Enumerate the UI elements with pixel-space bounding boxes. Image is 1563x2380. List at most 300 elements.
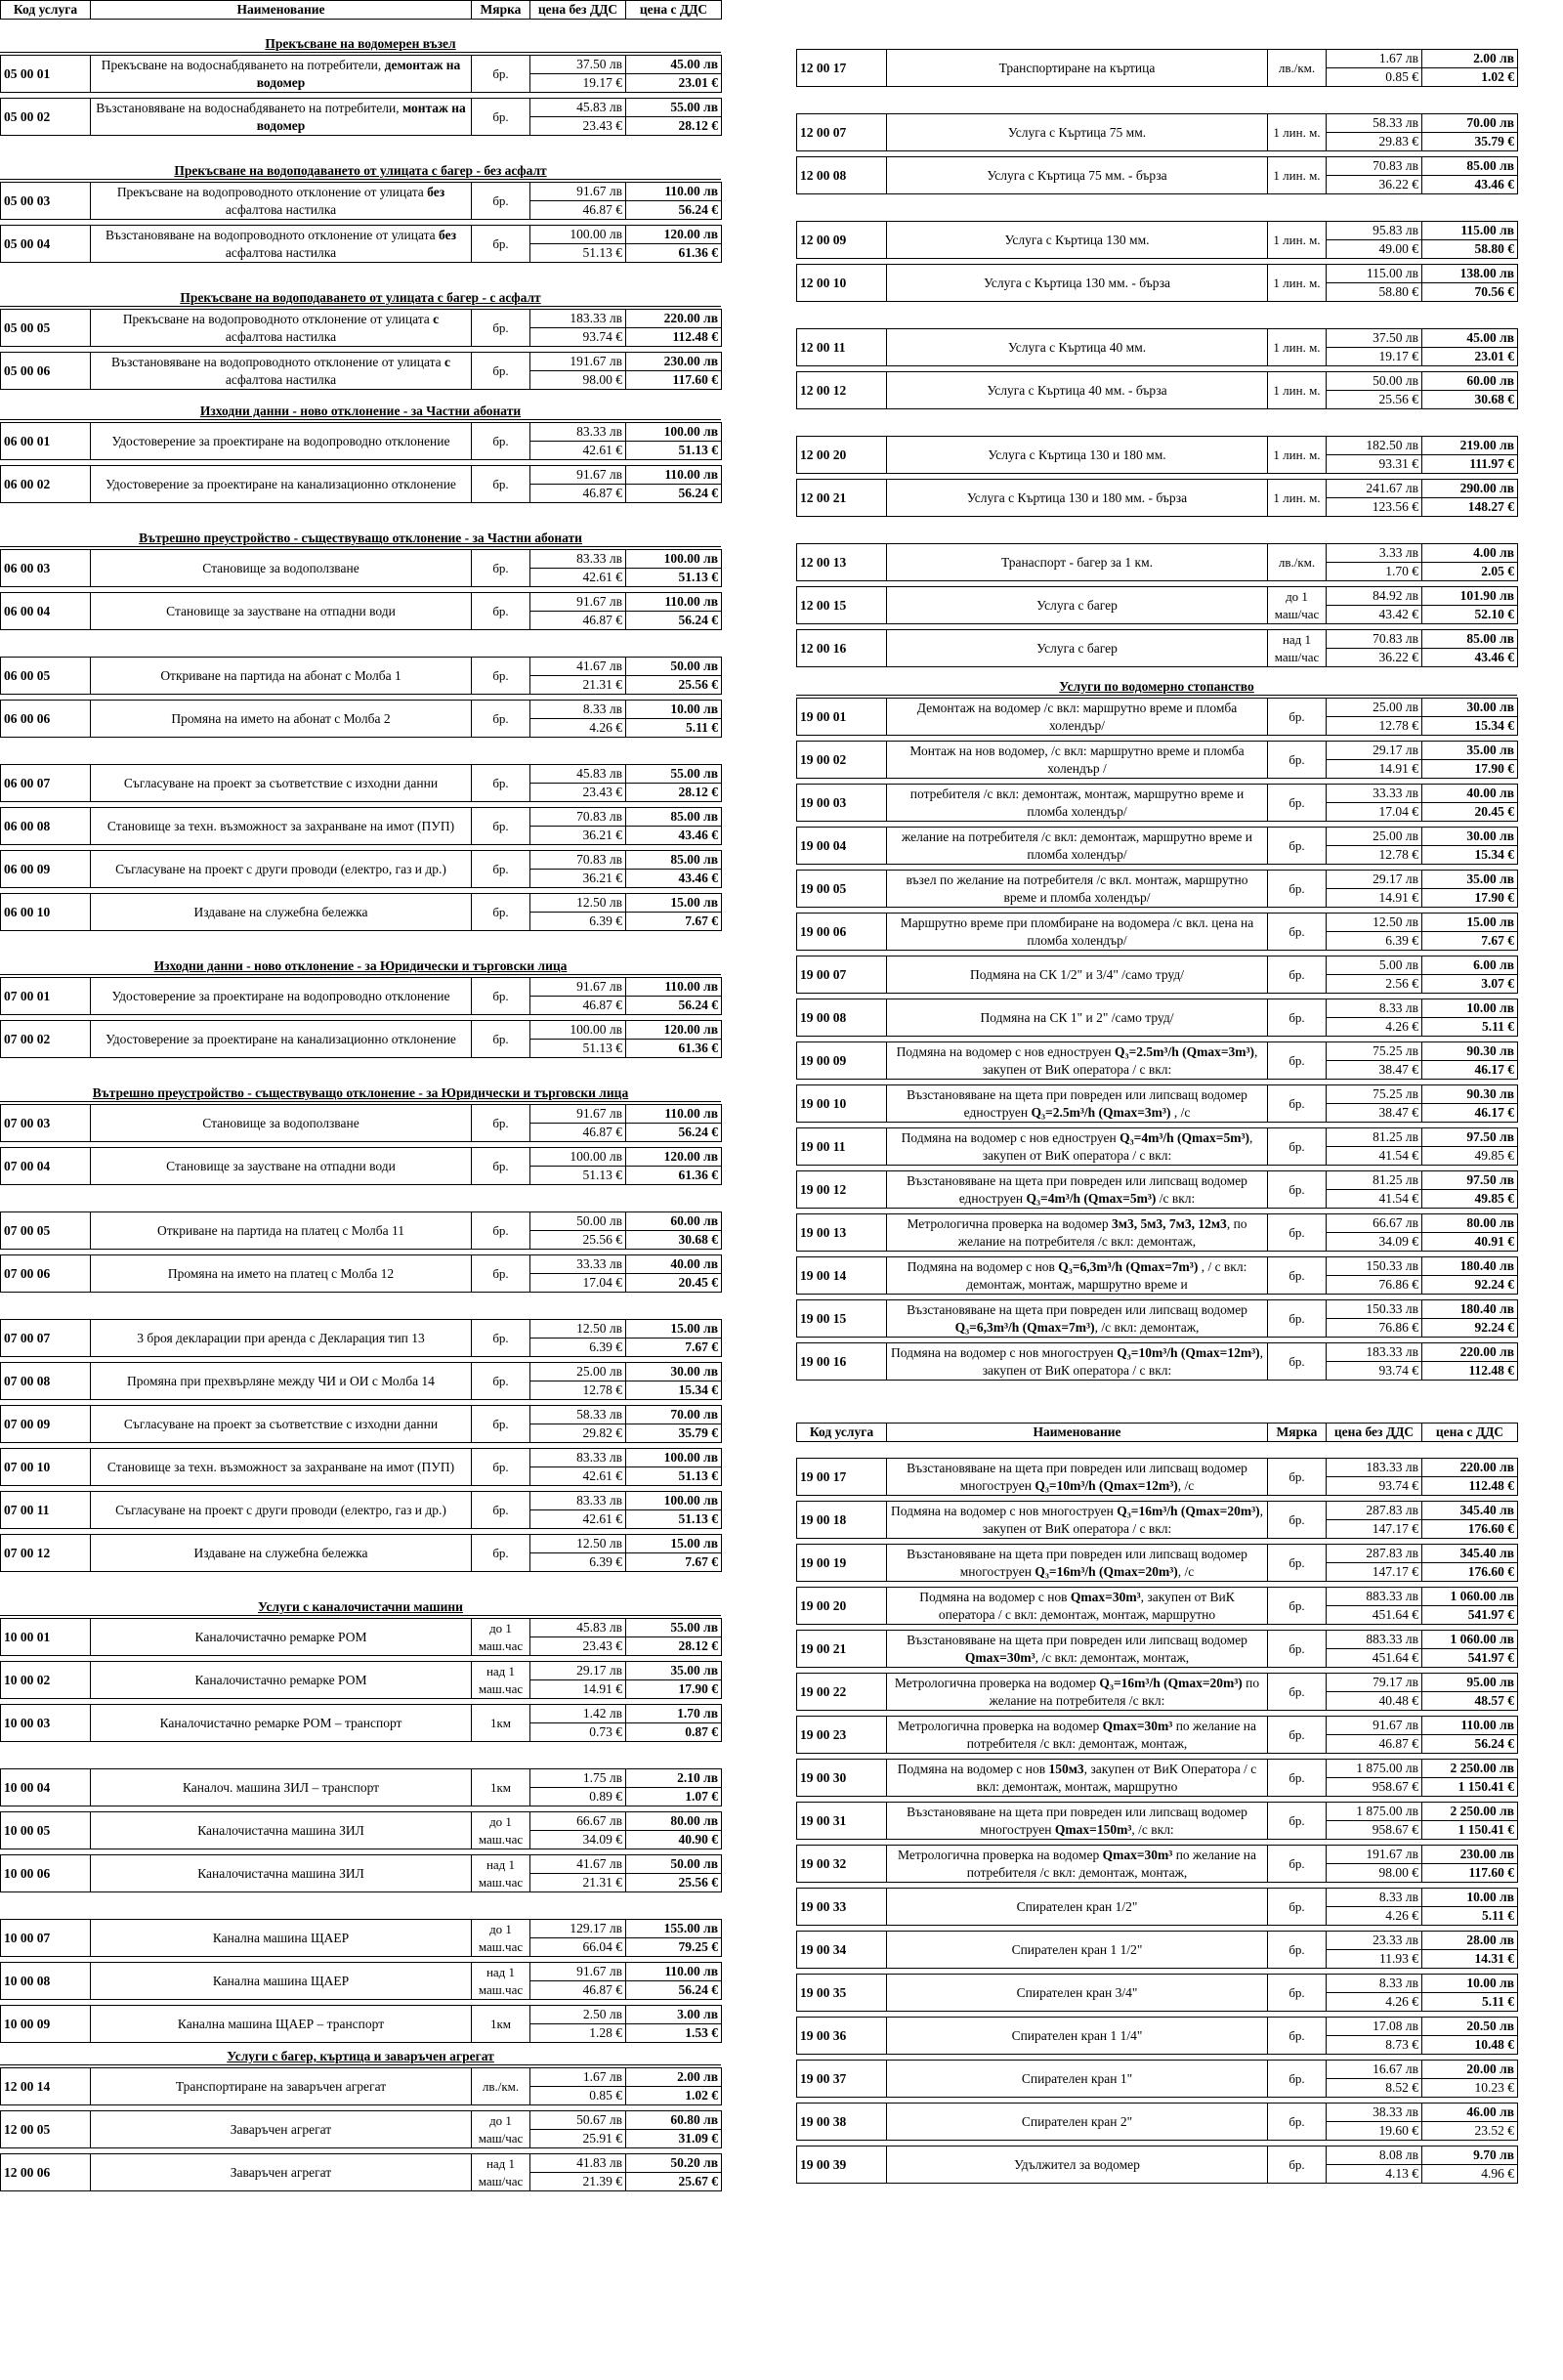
price-net-eur: 46.87 € — [530, 612, 626, 630]
service-unit: бр. — [1268, 1257, 1327, 1295]
service-code: 07 00 01 — [1, 978, 91, 1015]
service-code: 12 00 16 — [797, 630, 887, 667]
price-vat-bgn: 110.00 лв — [626, 978, 722, 997]
service-unit: 1 лин. м. — [1268, 372, 1327, 409]
price-net-bgn: 45.83 лв — [530, 765, 626, 784]
price-net-bgn: 115.00 лв — [1327, 265, 1422, 283]
price-net-bgn: 182.50 лв — [1327, 437, 1422, 455]
service-code: 19 00 18 — [797, 1502, 887, 1539]
price-net-bgn: 883.33 лв — [1327, 1588, 1422, 1606]
service-name: Канална машина ЩАЕР – транспорт — [91, 2006, 472, 2043]
service-name: Удостоверение за проектиране на канализационно отклонение — [91, 466, 472, 503]
service-code: 07 00 12 — [1, 1535, 91, 1572]
price-vat-eur: 20.45 € — [626, 1274, 722, 1293]
price-net-bgn: 33.33 лв — [530, 1255, 626, 1274]
service-code: 19 00 03 — [797, 785, 887, 822]
price-net-bgn: 25.00 лв — [1327, 699, 1422, 717]
service-unit: бр. — [472, 851, 530, 888]
price-vat-eur: 56.24 € — [626, 997, 722, 1015]
price-net-eur: 42.61 € — [530, 442, 626, 460]
service-code: 12 00 14 — [1, 2068, 91, 2105]
service-code: 06 00 04 — [1, 593, 91, 630]
price-vat-eur: 43.46 € — [1422, 649, 1518, 667]
price-net-eur: 76.86 € — [1327, 1276, 1422, 1295]
service-code: 19 00 21 — [797, 1631, 887, 1668]
service-code: 06 00 09 — [1, 851, 91, 888]
price-net-bgn: 8.33 лв — [1327, 1975, 1422, 1993]
service-name: Услуга с Къртица 75 мм. — [887, 114, 1268, 151]
service-code: 05 00 01 — [1, 56, 91, 93]
price-net-bgn: 75.25 лв — [1327, 1042, 1422, 1061]
section-title: Услуги с багер, къртица и заваръчен агрегат — [0, 2048, 721, 2065]
service-unit: бр. — [1268, 1932, 1327, 1969]
price-net-eur: 2.56 € — [1327, 975, 1422, 994]
price-row — [796, 49, 1518, 87]
price-net-eur: 46.87 € — [530, 997, 626, 1015]
price-row — [796, 586, 1518, 624]
price-vat-bgn: 2 250.00 лв — [1422, 1760, 1518, 1778]
service-code: 06 00 06 — [1, 701, 91, 738]
service-unit: бр. — [1268, 1128, 1327, 1166]
service-unit: бр. — [1268, 1343, 1327, 1381]
price-net-bgn: 70.83 лв — [1327, 630, 1422, 649]
price-net-eur: 38.47 € — [1327, 1061, 1422, 1080]
service-code: 19 00 38 — [797, 2104, 887, 2141]
service-name: Становище за техн. възможност за захранване на имот (ПУП) — [91, 1449, 472, 1486]
service-code: 19 00 08 — [797, 999, 887, 1037]
price-row — [796, 1342, 1518, 1381]
price-net-eur: 49.00 € — [1327, 240, 1422, 259]
price-net-eur: 6.39 € — [530, 1553, 626, 1572]
service-code: 19 00 06 — [797, 914, 887, 951]
service-code: 19 00 37 — [797, 2061, 887, 2098]
service-unit: 1км — [472, 1769, 530, 1806]
price-vat-eur: 5.11 € — [626, 719, 722, 738]
service-unit: бр. — [1268, 742, 1327, 779]
price-vat-eur: 1 150.41 € — [1422, 1778, 1518, 1797]
price-row — [0, 1211, 722, 1250]
price-vat-eur: 51.13 € — [626, 1510, 722, 1529]
service-unit: бр. — [472, 1492, 530, 1529]
price-vat-eur: 43.46 € — [1422, 176, 1518, 194]
price-row — [0, 352, 722, 390]
price-net-bgn: 183.33 лв — [1327, 1459, 1422, 1477]
price-net-eur: 46.87 € — [1327, 1735, 1422, 1754]
service-unit: бр. — [472, 808, 530, 845]
service-name: Услуга с Къртица 40 мм. - бърза — [887, 372, 1268, 409]
service-code: 19 00 23 — [797, 1717, 887, 1754]
service-code: 05 00 02 — [1, 99, 91, 136]
service-unit: 1км — [472, 1705, 530, 1742]
price-row — [796, 1084, 1518, 1123]
table-header — [796, 1423, 1518, 1442]
service-name: Услуга с Къртица 40 мм. — [887, 329, 1268, 366]
price-row — [0, 422, 722, 460]
price-row — [0, 182, 722, 220]
price-row — [0, 1919, 722, 1957]
service-unit: бр. — [472, 894, 530, 931]
service-code: 07 00 10 — [1, 1449, 91, 1486]
price-net-bgn: 50.00 лв — [1327, 372, 1422, 391]
service-code: 07 00 05 — [1, 1212, 91, 1250]
price-vat-eur: 56.24 € — [626, 612, 722, 630]
service-unit: бр. — [1268, 1459, 1327, 1496]
service-unit: 1 лин. м. — [1268, 157, 1327, 194]
price-vat-bgn: 70.00 лв — [1422, 114, 1518, 133]
service-unit: бр. — [1268, 1588, 1327, 1625]
service-name: Спирателен кран 1 1/4" — [887, 2018, 1268, 2055]
price-net-bgn: 29.17 лв — [1327, 742, 1422, 760]
service-unit: бр. — [1268, 2146, 1327, 2184]
price-vat-bgn: 120.00 лв — [626, 1148, 722, 1167]
price-row — [0, 1491, 722, 1529]
price-net-eur: 38.47 € — [1327, 1104, 1422, 1123]
price-vat-bgn: 45.00 лв — [626, 56, 722, 74]
service-name: Възстановяване на щета при повреден или липсващ водомер едноструен Q₃=2.5m³/h (Qmax=3m³) , /с — [887, 1085, 1268, 1123]
service-name: Възстановяване на щета при повреден или липсващ водомер Q₃=6,3m³/h (Qmax=7m³), /с вкл: демонтаж, — [887, 1300, 1268, 1338]
price-net-eur: 4.26 € — [530, 719, 626, 738]
price-net-bgn: 70.83 лв — [530, 851, 626, 870]
price-vat-bgn: 230.00 лв — [626, 353, 722, 371]
price-vat-bgn: 2.00 лв — [626, 2068, 722, 2087]
service-unit: над 1 маш.час — [472, 1855, 530, 1892]
price-vat-bgn: 1 060.00 лв — [1422, 1588, 1518, 1606]
service-code: 19 00 34 — [797, 1932, 887, 1969]
price-net-eur: 43.42 € — [1327, 606, 1422, 624]
service-name: Канална машина ЩАЕР — [91, 1963, 472, 2000]
price-vat-bgn: 85.00 лв — [626, 808, 722, 827]
price-net-bgn: 16.67 лв — [1327, 2061, 1422, 2079]
price-row — [0, 2153, 722, 2191]
service-code: 19 00 07 — [797, 956, 887, 994]
service-unit: бр. — [472, 658, 530, 695]
price-net-bgn: 1.67 лв — [530, 2068, 626, 2087]
service-code: 12 00 12 — [797, 372, 887, 409]
price-vat-eur: 48.57 € — [1422, 1692, 1518, 1711]
service-unit: бр. — [472, 99, 530, 136]
service-name: Канална машина ЩАЕР — [91, 1920, 472, 1957]
price-row — [0, 1448, 722, 1486]
price-net-bgn: 37.50 лв — [530, 56, 626, 74]
price-net-bgn: 91.67 лв — [530, 593, 626, 612]
price-row — [0, 1962, 722, 2000]
price-vat-eur: 23.01 € — [1422, 348, 1518, 366]
price-vat-eur: 1.07 € — [626, 1788, 722, 1806]
service-code: 19 00 11 — [797, 1128, 887, 1166]
header-net: цена без ДДС — [530, 1, 626, 20]
price-net-bgn: 8.08 лв — [1327, 2146, 1422, 2165]
price-vat-bgn: 345.40 лв — [1422, 1545, 1518, 1563]
price-vat-eur: 10.48 € — [1422, 2036, 1518, 2055]
price-row — [0, 225, 722, 263]
header-name: Наименование — [887, 1424, 1268, 1442]
service-unit: бр. — [1268, 871, 1327, 908]
price-vat-eur: 111.97 € — [1422, 455, 1518, 474]
price-vat-eur: 15.34 € — [1422, 717, 1518, 736]
price-vat-eur: 7.67 € — [626, 913, 722, 931]
price-net-eur: 29.82 € — [530, 1424, 626, 1443]
service-unit: бр. — [472, 183, 530, 220]
price-net-eur: 958.67 € — [1327, 1778, 1422, 1797]
price-vat-bgn: 180.40 лв — [1422, 1300, 1518, 1319]
price-vat-bgn: 60.00 лв — [626, 1212, 722, 1231]
service-name: Спирателен кран 1/2" — [887, 1889, 1268, 1926]
price-row — [0, 700, 722, 738]
price-net-eur: 6.39 € — [530, 913, 626, 931]
service-unit: бр. — [1268, 1300, 1327, 1338]
service-code: 10 00 05 — [1, 1812, 91, 1849]
service-unit: бр. — [1268, 785, 1327, 822]
price-row — [796, 1630, 1518, 1668]
price-row — [0, 1254, 722, 1293]
price-vat-eur: 28.12 € — [626, 117, 722, 136]
service-name: Каналочистачно ремарке РОМ — [91, 1619, 472, 1656]
price-vat-bgn: 220.00 лв — [1422, 1459, 1518, 1477]
price-vat-bgn: 10.00 лв — [1422, 1889, 1518, 1907]
price-row — [796, 956, 1518, 994]
price-vat-eur: 35.79 € — [626, 1424, 722, 1443]
service-name: Услуга с Къртица 130 мм. — [887, 222, 1268, 259]
price-net-bgn: 150.33 лв — [1327, 1300, 1422, 1319]
price-vat-eur: 1.53 € — [626, 2024, 722, 2043]
price-net-bgn: 129.17 лв — [530, 1920, 626, 1938]
price-vat-bgn: 45.00 лв — [1422, 329, 1518, 348]
price-net-eur: 40.48 € — [1327, 1692, 1422, 1711]
service-unit: бр. — [1268, 699, 1327, 736]
price-net-eur: 958.67 € — [1327, 1821, 1422, 1840]
service-code: 06 00 01 — [1, 423, 91, 460]
price-vat-eur: 15.34 € — [1422, 846, 1518, 865]
service-name: Подмяна на водомер с нов Q₃=6,3m³/h (Qmax=7m³) , / с вкл: демонтаж, монтаж, маршрутно време и — [887, 1257, 1268, 1295]
service-name: Метрологична проверка на водомер 3м3, 5м3, 7м3, 12м3, по желание на потребителя /с вкл: демонтаж, — [887, 1214, 1268, 1252]
service-unit: бр. — [472, 1255, 530, 1293]
price-row — [796, 113, 1518, 151]
price-vat-eur: 28.12 € — [626, 1637, 722, 1656]
price-net-bgn: 1 875.00 лв — [1327, 1760, 1422, 1778]
price-net-bgn: 100.00 лв — [530, 1148, 626, 1167]
price-row — [796, 1888, 1518, 1926]
price-row — [796, 328, 1518, 366]
price-row — [796, 1041, 1518, 1080]
service-code: 19 00 39 — [797, 2146, 887, 2184]
price-vat-bgn: 230.00 лв — [1422, 1846, 1518, 1864]
service-unit: до 1 маш/час — [472, 2111, 530, 2148]
service-name: Спирателен кран 2" — [887, 2104, 1268, 2141]
price-vat-bgn: 110.00 лв — [626, 1963, 722, 1981]
service-name: Становище за водоползване — [91, 1105, 472, 1142]
service-unit: бр. — [1268, 914, 1327, 951]
price-net-eur: 6.39 € — [530, 1339, 626, 1357]
price-net-bgn: 33.33 лв — [1327, 785, 1422, 803]
service-name: Подмяна на водомер с нов едноструен Q₃=4m³/h (Qmax=5m³), закупен от ВиК оператора / с вкл: — [887, 1128, 1268, 1166]
service-name: Подмяна на водомер с нов 150м3, закупен от ВиК Оператора / с вкл: демонтаж, монтаж, маршрутно — [887, 1760, 1268, 1797]
price-vat-eur: 112.48 € — [1422, 1362, 1518, 1381]
service-unit: бр. — [1268, 1846, 1327, 1883]
price-net-eur: 21.31 € — [530, 676, 626, 695]
service-unit: бр. — [472, 310, 530, 347]
service-name: Откриване на партида на платец с Молба 11 — [91, 1212, 472, 1250]
price-net-eur: 46.87 € — [530, 1124, 626, 1142]
service-unit: лв./км. — [1268, 50, 1327, 87]
price-net-bgn: 45.83 лв — [530, 99, 626, 117]
price-vat-bgn: 80.00 лв — [626, 1812, 722, 1831]
service-unit: бр. — [1268, 1889, 1327, 1926]
service-code: 07 00 07 — [1, 1320, 91, 1357]
price-vat-eur: 5.11 € — [1422, 1018, 1518, 1037]
price-vat-bgn: 55.00 лв — [626, 1619, 722, 1637]
price-net-bgn: 12.50 лв — [530, 1535, 626, 1553]
price-net-eur: 41.54 € — [1327, 1147, 1422, 1166]
price-net-bgn: 84.92 лв — [1327, 587, 1422, 606]
price-vat-eur: 112.48 € — [1422, 1477, 1518, 1496]
service-code: 12 00 17 — [797, 50, 887, 87]
service-code: 12 00 06 — [1, 2154, 91, 2191]
service-name: Прекъсване на водопроводното отклонение от улицата без асфалтова настилка — [91, 183, 472, 220]
header-vat: цена с ДДС — [626, 1, 722, 20]
price-vat-bgn: 219.00 лв — [1422, 437, 1518, 455]
service-code: 19 00 17 — [797, 1459, 887, 1496]
price-net-bgn: 1.75 лв — [530, 1769, 626, 1788]
service-code: 07 00 04 — [1, 1148, 91, 1185]
price-net-eur: 23.43 € — [530, 1637, 626, 1656]
service-name: Метрологична проверка на водомер Qmax=30m³ по желание на потребителя /с вкл: демонтаж, монтаж, — [887, 1846, 1268, 1883]
header-net: цена без ДДС — [1327, 1424, 1422, 1442]
price-row — [796, 2103, 1518, 2141]
price-net-bgn: 29.17 лв — [530, 1662, 626, 1680]
service-name: Съгласуване на проект с други проводи (електро, газ и др.) — [91, 851, 472, 888]
price-net-bgn: 8.33 лв — [1327, 1889, 1422, 1907]
service-code: 06 00 10 — [1, 894, 91, 931]
service-code: 19 00 35 — [797, 1975, 887, 2012]
price-net-eur: 0.89 € — [530, 1788, 626, 1806]
price-vat-eur: 56.24 € — [626, 201, 722, 220]
service-name: Спирателен кран 1" — [887, 2061, 1268, 2098]
price-net-bgn: 287.83 лв — [1327, 1545, 1422, 1563]
price-vat-bgn: 110.00 лв — [626, 183, 722, 201]
price-vat-bgn: 90.30 лв — [1422, 1042, 1518, 1061]
price-net-bgn: 50.00 лв — [530, 1212, 626, 1231]
price-vat-bgn: 155.00 лв — [626, 1920, 722, 1938]
price-net-eur: 42.61 € — [530, 1510, 626, 1529]
price-vat-bgn: 3.00 лв — [626, 2006, 722, 2024]
service-name: Откриване на партида на абонат с Молба 1 — [91, 658, 472, 695]
price-vat-bgn: 10.00 лв — [1422, 999, 1518, 1018]
price-row — [796, 1544, 1518, 1582]
price-row — [796, 1802, 1518, 1840]
price-net-bgn: 50.67 лв — [530, 2111, 626, 2130]
service-code: 19 00 22 — [797, 1674, 887, 1711]
price-net-eur: 19.60 € — [1327, 2122, 1422, 2141]
service-name: Подмяна на СК 1/2" и 3/4" /само труд/ — [887, 956, 1268, 994]
price-vat-eur: 14.31 € — [1422, 1950, 1518, 1969]
price-net-eur: 1.28 € — [530, 2024, 626, 2043]
service-name: Възстановяване на щета при повреден или липсващ водомер едноструен Q₃=4m³/h (Qmax=5m³) /с вкл: — [887, 1171, 1268, 1209]
price-vat-bgn: 50.00 лв — [626, 1855, 722, 1874]
service-name: Услуга с багер — [887, 587, 1268, 624]
price-net-eur: 451.64 € — [1327, 1649, 1422, 1668]
service-unit: бр. — [1268, 956, 1327, 994]
price-vat-bgn: 10.00 лв — [626, 701, 722, 719]
price-net-eur: 76.86 € — [1327, 1319, 1422, 1338]
section-title: Прекъсване на водоподаването от улицата с багер - без асфалт — [0, 162, 721, 180]
price-net-bgn: 66.67 лв — [530, 1812, 626, 1831]
service-code: 19 00 33 — [797, 1889, 887, 1926]
service-name: Промяна на името на абонат с Молба 2 — [91, 701, 472, 738]
price-row — [796, 1673, 1518, 1711]
service-code: 19 00 01 — [797, 699, 887, 736]
service-code: 12 00 09 — [797, 222, 887, 259]
price-row — [0, 1147, 722, 1185]
price-vat-bgn: 15.00 лв — [626, 894, 722, 913]
price-vat-bgn: 90.30 лв — [1422, 1085, 1518, 1104]
service-name: Възстановяване на водопроводното отклонение от улицата с асфалтова настилка — [91, 353, 472, 390]
service-unit: 1 лин. м. — [1268, 265, 1327, 302]
price-net-eur: 46.87 € — [530, 1981, 626, 2000]
service-code: 05 00 06 — [1, 353, 91, 390]
price-vat-bgn: 55.00 лв — [626, 765, 722, 784]
price-row — [0, 850, 722, 888]
price-net-bgn: 12.50 лв — [530, 1320, 626, 1339]
price-net-bgn: 883.33 лв — [1327, 1631, 1422, 1649]
service-name: Възстановяване на водоснабдяването на потребители, монтаж на водомер — [91, 99, 472, 136]
price-vat-eur: 46.17 € — [1422, 1104, 1518, 1123]
price-vat-eur: 51.13 € — [626, 1467, 722, 1486]
service-unit: бр. — [472, 226, 530, 263]
service-code: 19 00 14 — [797, 1257, 887, 1295]
price-vat-bgn: 100.00 лв — [626, 423, 722, 442]
price-vat-eur: 5.11 € — [1422, 1993, 1518, 2012]
price-net-eur: 46.87 € — [530, 201, 626, 220]
service-name: Спирателен кран 1 1/2" — [887, 1932, 1268, 1969]
service-name: Съгласуване на проект с други проводи (електро, газ и др.) — [91, 1492, 472, 1529]
price-net-eur: 6.39 € — [1327, 932, 1422, 951]
header-vat: цена с ДДС — [1422, 1424, 1518, 1442]
service-code: 07 00 06 — [1, 1255, 91, 1293]
price-net-eur: 42.61 € — [530, 1467, 626, 1486]
price-net-bgn: 91.67 лв — [530, 466, 626, 485]
service-name: Маршрутно време при пломбиране на водомера /с вкл. цена на пломба холендър/ — [887, 914, 1268, 951]
price-row — [796, 264, 1518, 302]
service-code: 12 00 20 — [797, 437, 887, 474]
price-row — [796, 1716, 1518, 1754]
price-net-bgn: 191.67 лв — [530, 353, 626, 371]
price-net-eur: 14.91 € — [1327, 760, 1422, 779]
header-name: Наименование — [91, 1, 472, 20]
price-vat-eur: 92.24 € — [1422, 1276, 1518, 1295]
price-net-eur: 11.93 € — [1327, 1950, 1422, 1969]
price-net-eur: 4.13 € — [1327, 2165, 1422, 2184]
price-row — [0, 2005, 722, 2043]
price-row — [0, 1405, 722, 1443]
price-net-bgn: 83.33 лв — [530, 550, 626, 569]
price-vat-bgn: 101.90 лв — [1422, 587, 1518, 606]
price-net-eur: 46.87 € — [530, 485, 626, 503]
price-vat-eur: 17.90 € — [626, 1680, 722, 1699]
price-vat-eur: 1.02 € — [1422, 68, 1518, 87]
service-unit: бр. — [472, 1406, 530, 1443]
price-row — [796, 827, 1518, 865]
price-row — [0, 98, 722, 136]
service-code: 07 00 09 — [1, 1406, 91, 1443]
price-vat-eur: 61.36 € — [626, 244, 722, 263]
price-net-bgn: 183.33 лв — [530, 310, 626, 328]
price-row — [796, 913, 1518, 951]
price-vat-bgn: 55.00 лв — [626, 99, 722, 117]
price-row — [796, 479, 1518, 517]
price-net-eur: 17.04 € — [1327, 803, 1422, 822]
service-unit: лв./км. — [1268, 544, 1327, 581]
service-unit: 1 лин. м. — [1268, 222, 1327, 259]
